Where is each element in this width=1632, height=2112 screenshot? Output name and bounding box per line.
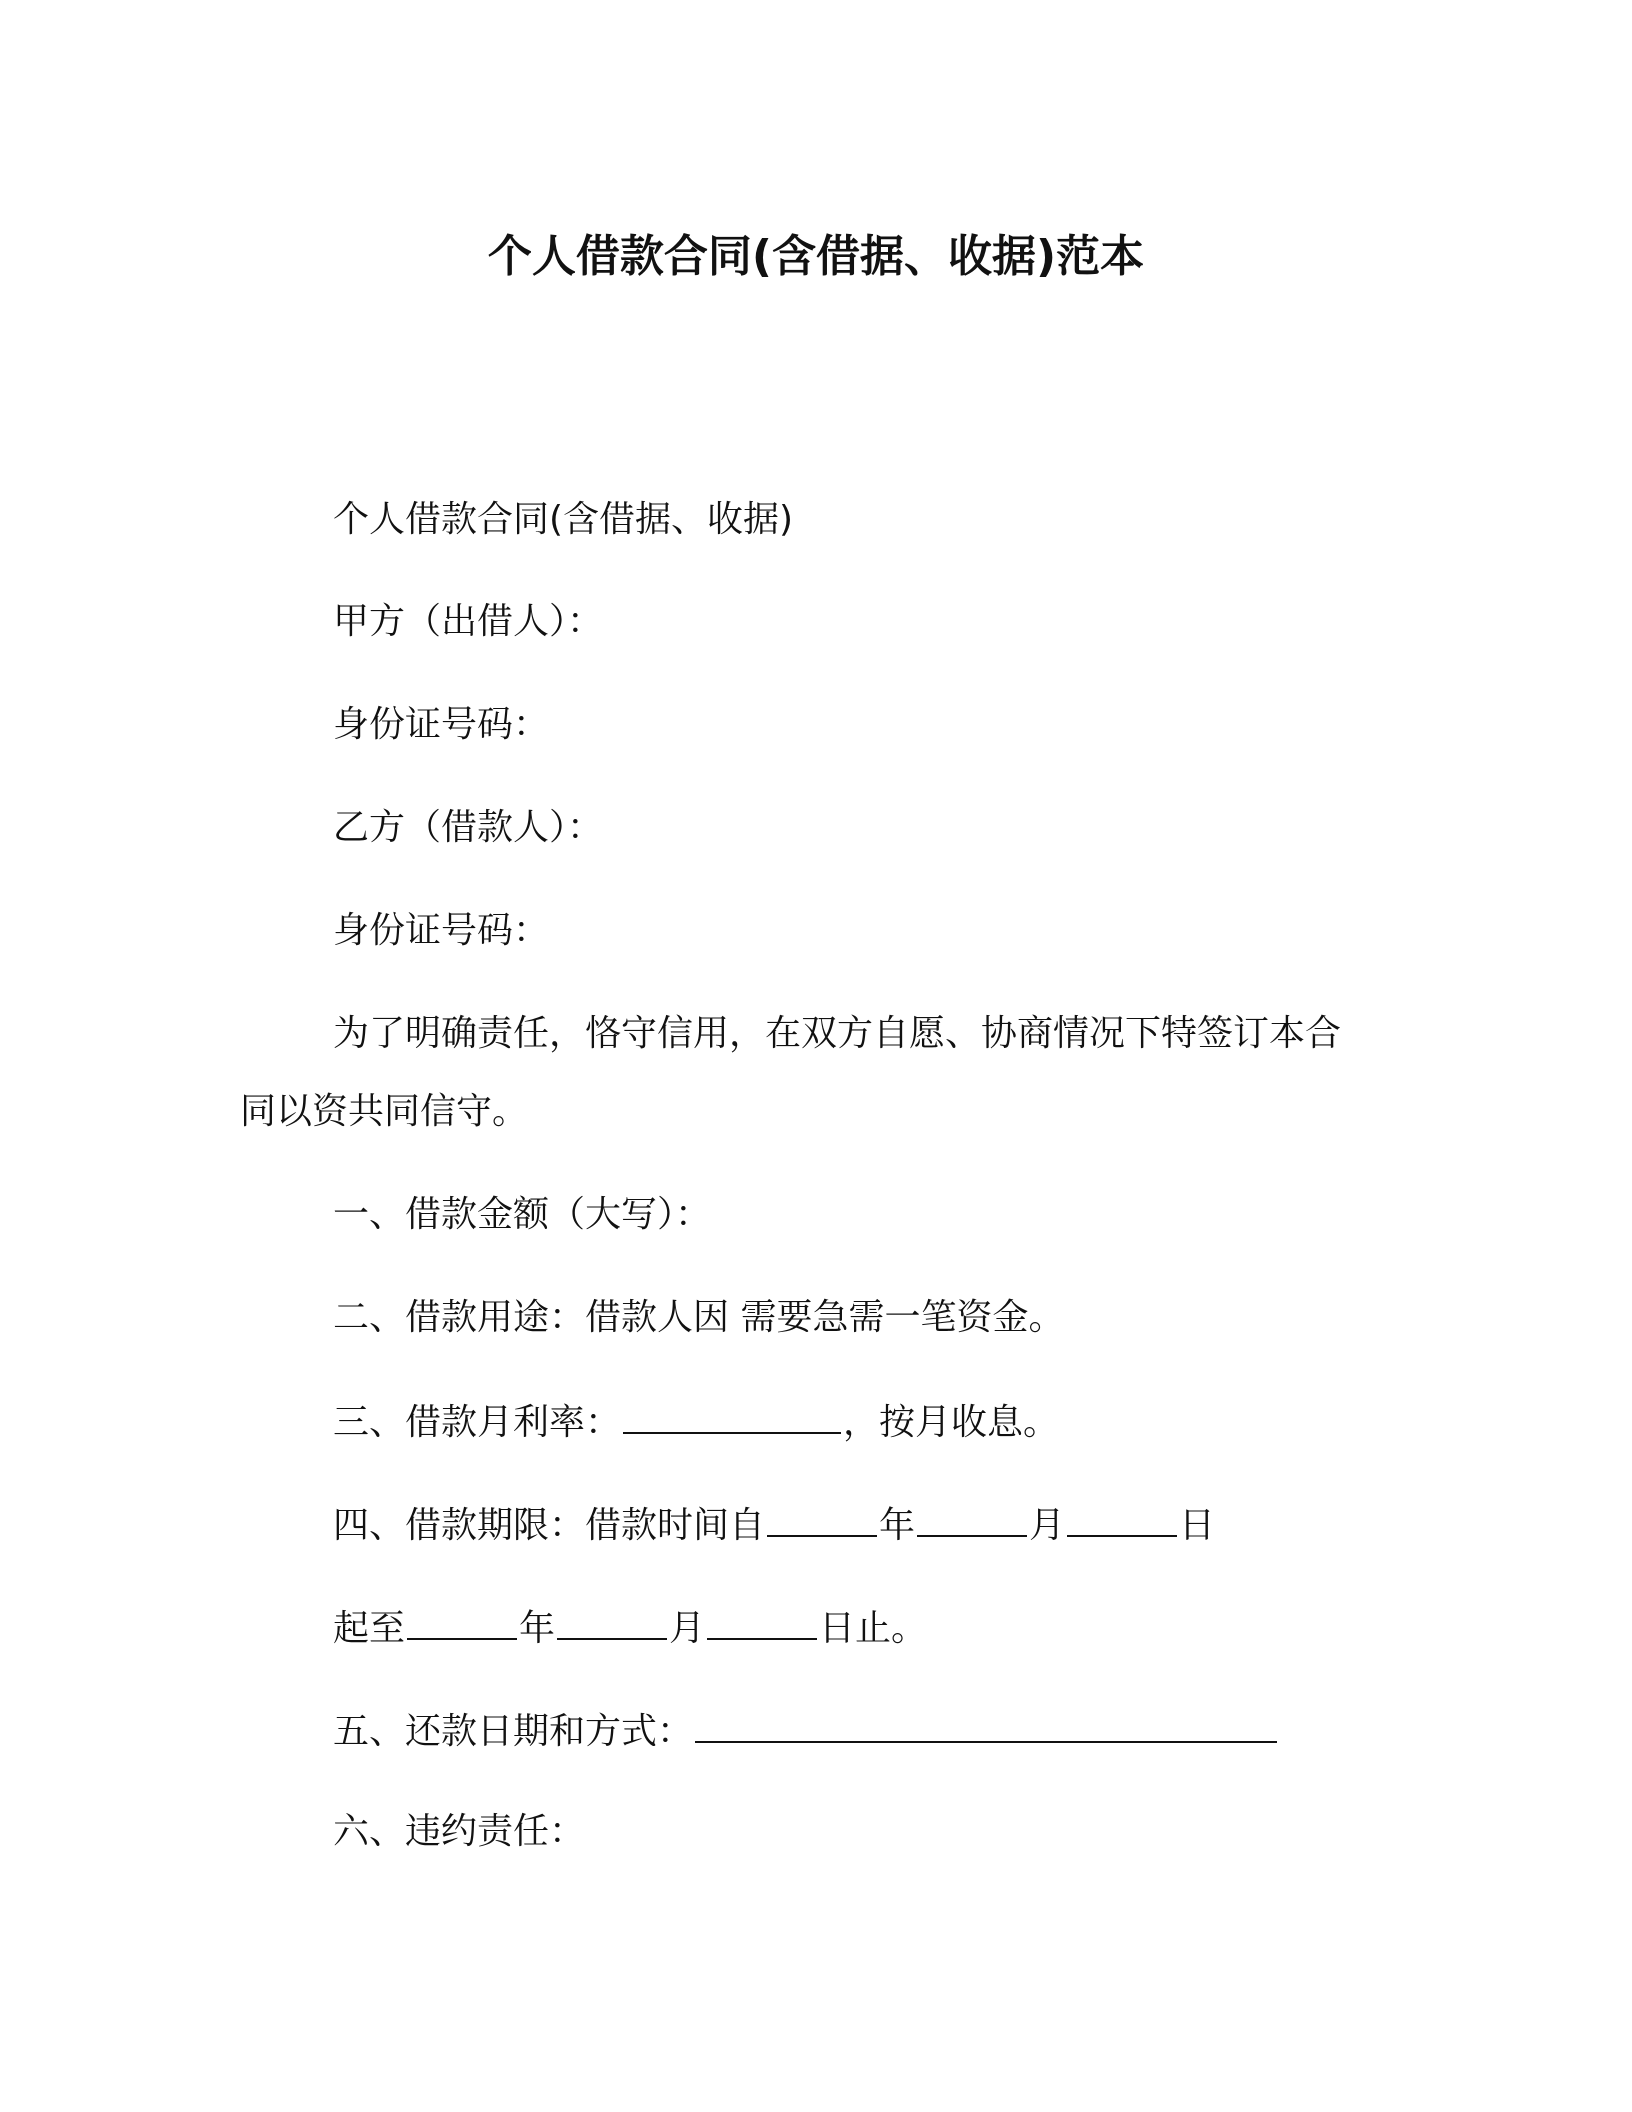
preamble-line-1: 为了明确责任，恪守信用，在双方自愿、协商情况下特签订本合 <box>333 1013 1342 1054</box>
end-year-blank <box>407 1602 517 1640</box>
interest-rate-blank <box>623 1396 841 1434</box>
clause-loan-term-end <box>333 1602 927 1653</box>
contract-subtitle: 个人借款合同(含借据、收据) <box>333 499 794 540</box>
day-label: 日 <box>1179 1505 1216 1546</box>
clause-4-line2-prefix: 起至 <box>333 1608 406 1649</box>
clause-breach-liability: 六、违约责任： <box>333 1811 586 1852</box>
clause-3-suffix: ，按月收息。 <box>843 1402 1060 1443</box>
party-a-lender: 甲方（出借人）： <box>333 601 604 642</box>
end-month-label: 月 <box>669 1608 706 1649</box>
start-month-blank <box>917 1499 1027 1537</box>
clause-3-prefix: 三、借款月利率： <box>333 1402 622 1443</box>
clause-loan-amount: 一、借款金额（大写）： <box>333 1194 712 1235</box>
clause-4-prefix: 四、借款期限：借款时间自 <box>333 1505 766 1546</box>
clause-4-line2-end: 日止。 <box>819 1608 928 1649</box>
clause-repayment <box>333 1705 1279 1756</box>
party-a-id-number: 身份证号码： <box>333 704 550 745</box>
party-b-borrower: 乙方（借款人）： <box>333 807 604 848</box>
preamble-line-2: 同以资共同信守。 <box>240 1091 529 1132</box>
repayment-blank <box>695 1705 1277 1743</box>
year-label: 年 <box>879 1505 916 1546</box>
document-title: 个人借款合同(含借据、收据)范本 <box>487 231 1145 282</box>
month-label: 月 <box>1029 1505 1066 1546</box>
clause-5-label: 五、还款日期和方式： <box>333 1711 694 1752</box>
clause-loan-purpose: 二、借款用途：借款人因 需要急需一笔资金。 <box>333 1297 1065 1338</box>
end-day-blank <box>707 1602 817 1640</box>
end-year-label: 年 <box>519 1608 556 1649</box>
start-year-blank <box>767 1499 877 1537</box>
clause-loan-term <box>333 1499 1215 1550</box>
end-month-blank <box>557 1602 667 1640</box>
start-day-blank <box>1067 1499 1177 1537</box>
clause-monthly-interest <box>333 1396 1059 1447</box>
party-b-id-number: 身份证号码： <box>333 910 550 951</box>
